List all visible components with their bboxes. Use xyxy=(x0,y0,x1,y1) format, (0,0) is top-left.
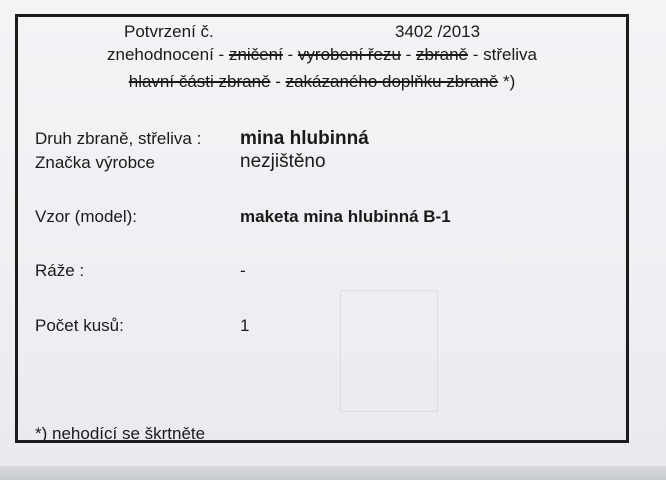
field-value-caliber: - xyxy=(240,261,246,280)
header-title-row xyxy=(18,17,626,43)
struck-option: hlavní části zbraně xyxy=(128,72,271,91)
footnote: *) nehodící se škrtněte xyxy=(35,424,206,443)
field-value-manufacturer: nezjištěno xyxy=(240,151,326,172)
struck-option: zbraně xyxy=(416,45,469,64)
header-line-item xyxy=(18,72,626,92)
header-text-segment: - střeliva xyxy=(468,45,537,64)
field-value-type: mina hlubinná xyxy=(240,128,369,149)
field-label-manufacturer: Značka výrobce xyxy=(35,153,155,172)
field-label-type: Druh zbraně, střeliva : xyxy=(35,129,202,148)
header-line-action xyxy=(18,45,626,65)
confirmation-form xyxy=(15,14,629,443)
field-value-quantity: 1 xyxy=(240,316,250,335)
document-number: 3402 /2013 xyxy=(395,22,481,41)
struck-option: zakázaného doplňku zbraně xyxy=(285,72,499,91)
sheet-bottom-edge xyxy=(0,466,666,480)
field-label-quantity: Počet kusů: xyxy=(35,316,124,335)
struck-option: zničení xyxy=(228,45,283,64)
document-title: Potvrzení č. xyxy=(124,22,214,41)
field-label-caliber: Ráže : xyxy=(35,261,85,280)
header-text-segment: znehodnocení xyxy=(107,45,214,64)
header-text-segment: *) xyxy=(498,72,516,91)
field-label-model: Vzor (model): xyxy=(35,207,138,226)
header-text-segment: - xyxy=(282,45,298,64)
header-text-segment: - xyxy=(400,45,417,64)
struck-option: vyrobení řezu xyxy=(297,45,401,64)
header-text-segment: - xyxy=(270,72,286,91)
header-text-segment: - xyxy=(213,45,229,64)
field-value-model: maketa mina hlubinná B-1 xyxy=(240,207,451,226)
